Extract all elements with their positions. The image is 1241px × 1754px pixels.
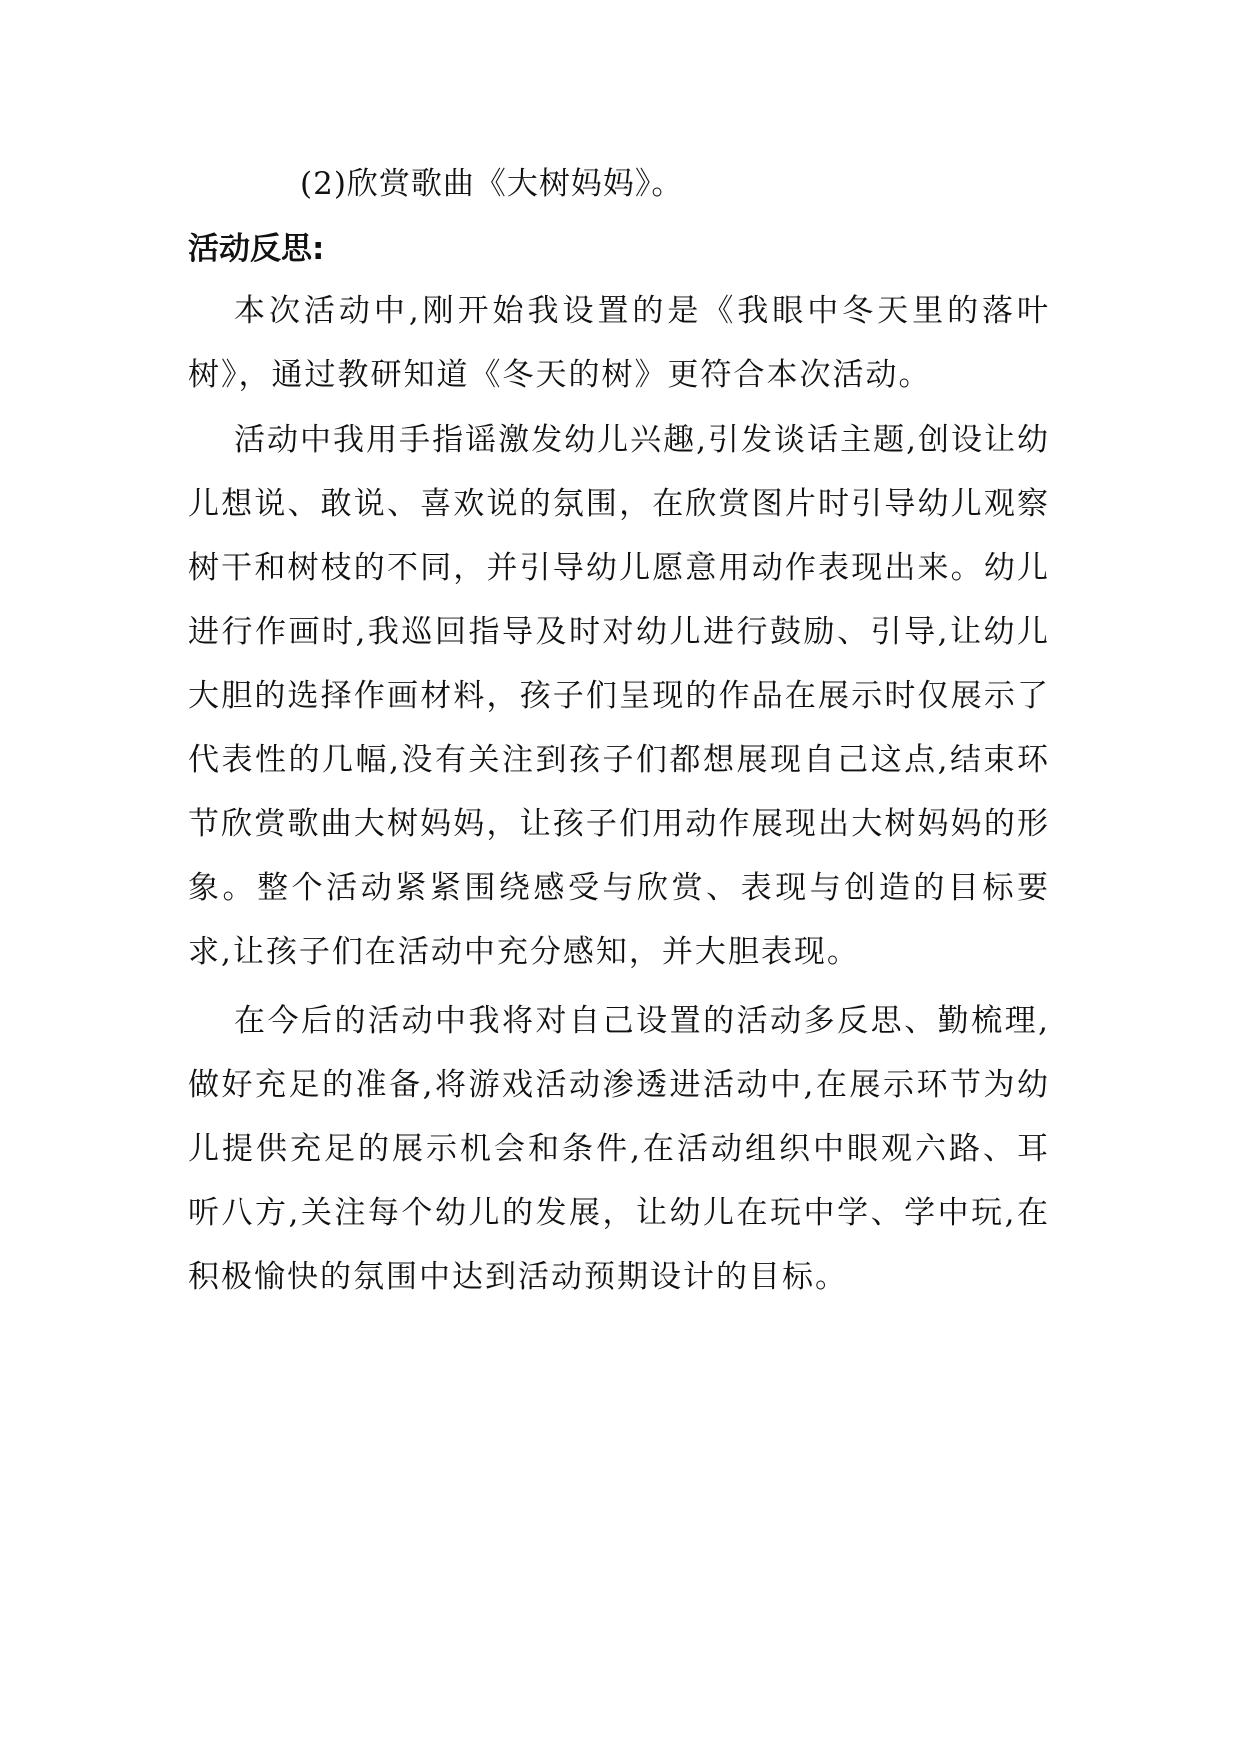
paragraph-1: 本次活动中,刚开始我设置的是《我眼中冬天里的落叶树》，通过教研知道《冬天的树》更符合本次活动。	[188, 293, 1050, 393]
paragraph-3: 在今后的活动中我将对自己设置的活动多反思、勤梳理,做好充足的准备,将游戏活动渗透进活动中,在展示环节为幼儿提供充足的展示机会和条件,在活动组织中眼观六路、耳听八方,关注每个幼儿的发展，让幼儿在玩中学、学中玩,在积极愉快的氛围中达到活动预期设计的目标。	[188, 1003, 1050, 1295]
paragraph-2: 活动中我用手指谣激发幼儿兴趣,引发谈话主题,创设让幼儿想说、敢说、喜欢说的氛围，在欣赏图片时引导幼儿观察树干和树枝的不同，并引导幼儿愿意用动作表现出来。幼儿进行作画时,我巡回指导及时对幼儿进行鼓励、引导,让幼儿大胆的选择作画材料，孩子们呈现的作品在展示时仅展示了代表性的几幅,没有关注到孩子们都想展现自己这点,结束环节欣赏歌曲大树妈妈，让孩子们用动作展现出大树妈妈的形象。整个活动紧紧围绕感受与欣赏、表现与创造的目标要求,让孩子们在活动中充分感知，并大胆表现。	[188, 422, 1050, 970]
list-item-song: (2)欣赏歌曲《大树妈妈》。	[300, 166, 684, 202]
section-heading: 活动反思:	[188, 231, 325, 267]
